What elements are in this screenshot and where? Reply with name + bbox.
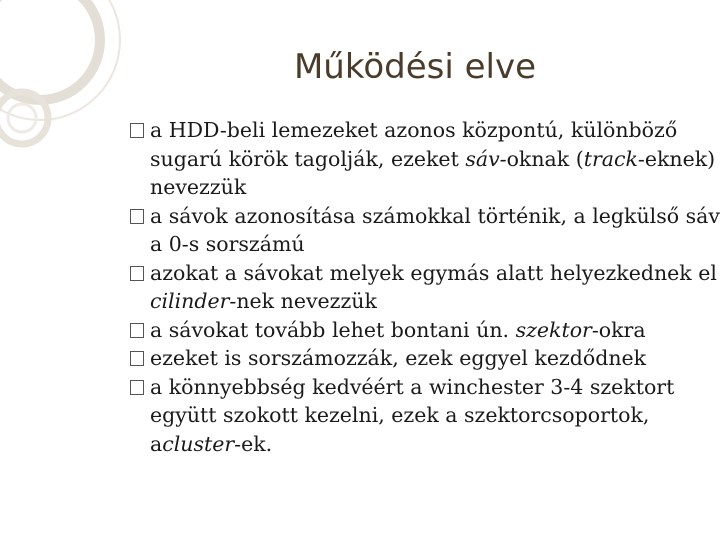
bullet-item: [130, 116, 720, 202]
bullet-text: a HDD-beli lemezeket azonos központú, különböző sugarú körök tagolják, ezeket: [150, 118, 678, 171]
bullet-box-icon: [130, 380, 144, 395]
bullet-text-italic: szektor: [515, 317, 592, 342]
slide-title: Működési elve: [293, 47, 537, 87]
bullet-item: [130, 202, 720, 259]
bullet-list: [130, 116, 720, 458]
bullet-box-icon: [130, 351, 144, 366]
bullet-text-italic: cluster: [162, 431, 235, 456]
bullet-item: [130, 373, 720, 459]
bullet-text: -eknek) nevezzük: [150, 146, 716, 199]
bullet-text-italic: cilinder: [150, 289, 230, 313]
bullet-text: -okra: [591, 317, 646, 342]
bullet-text-italic: sáv-: [465, 146, 507, 171]
decorative-ring-large: [0, 0, 120, 120]
bullet-text: a könnyebbség kedvéért a winchester 3-4 szektort együtt szokott kezelni, ezek a szektorcsoportok, a: [150, 374, 675, 456]
bullet-box-icon: [130, 323, 144, 338]
bullet-text: azokat a sávokat melyek egymás alatt helyezkednek el: [150, 260, 717, 285]
bullet-box-icon: [130, 266, 144, 281]
bullet-text: ezeket is sorszámozzák, ezek eggyel kezdődnek: [150, 346, 647, 370]
bullet-item: [130, 344, 720, 373]
bullet-text: oknak (: [506, 146, 584, 171]
bullet-text: -ek.: [234, 431, 273, 456]
bullet-item: [130, 259, 720, 316]
bullet-text: -nek nevezzük: [229, 289, 377, 313]
bullet-text-italic: track: [583, 146, 638, 171]
bullet-box-icon: [130, 209, 144, 224]
bullet-box-icon: [130, 123, 144, 138]
bullet-text: a sávokat tovább lehet bontani ún.: [150, 317, 516, 342]
decorative-ring-medium: [0, 0, 100, 100]
bullet-text: a sávok azonosítása számokkal történik, a legkülső sáv a 0-s sorszámú: [150, 203, 720, 256]
bullet-item: [130, 316, 720, 345]
